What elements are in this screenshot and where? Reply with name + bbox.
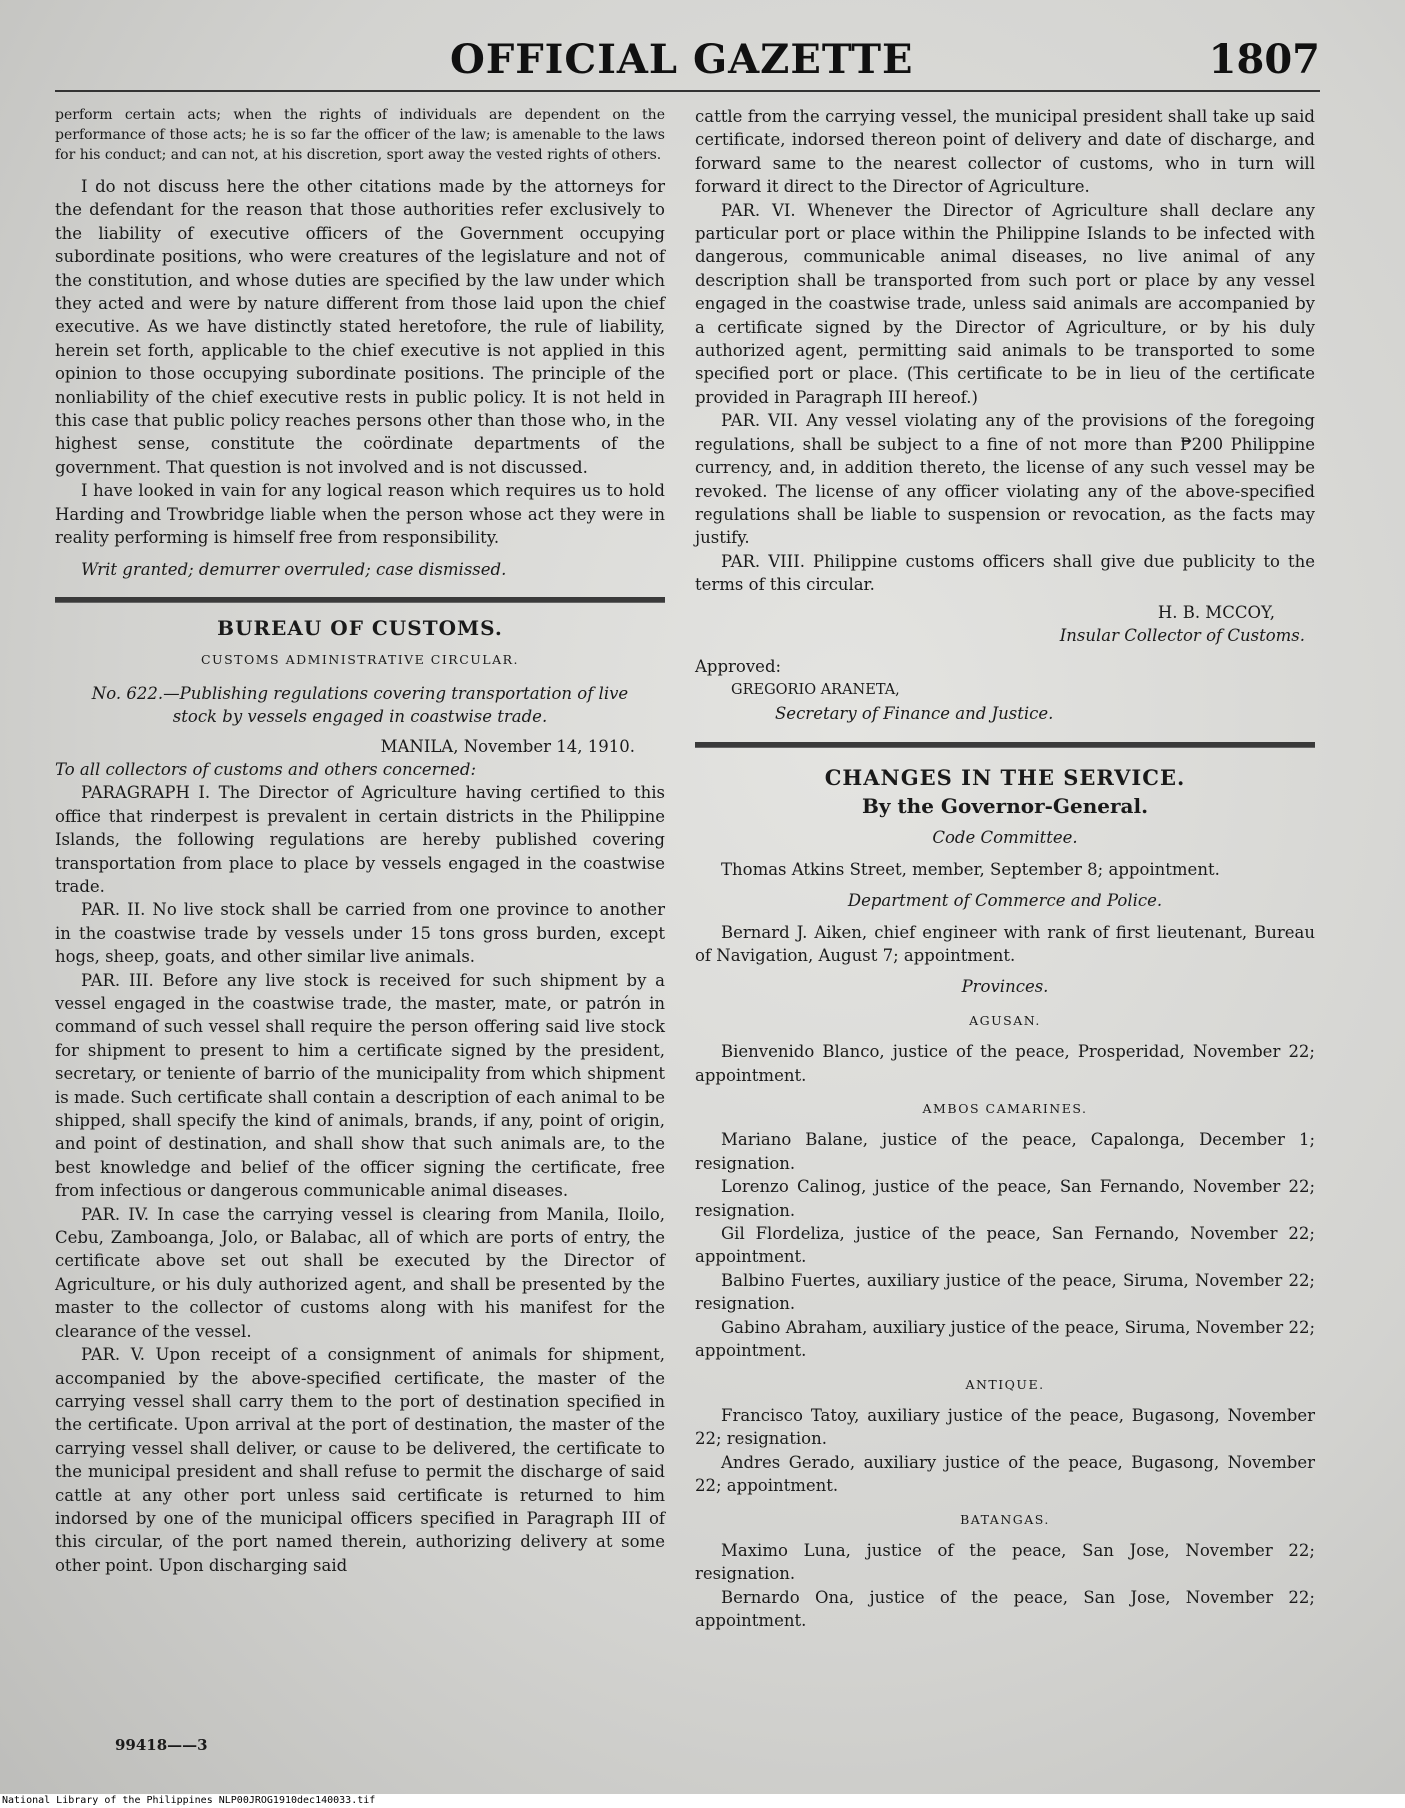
header-rule — [55, 90, 1320, 92]
print-id: 99418——3 — [115, 1736, 208, 1754]
paragraph-iii: PAR. III. Before any live stock is received for such shipment by a vessel engaged in the coastwise trade, the master, mate, or patrón in command of such vessel shall require the person offering said live stock for shipment to present to him a certificate signed by the president, secretary, or teniente of barrio of the municipality from which shipment is made. Such certificate shall contain a description of each animal to be shipped, shall specify the kind of animals, brands, if any, point of origin, and point of destination, and shall show that such animals are, to the best knowledge and belief of the officer signing the certificate, free from infectious or dangerous communicable animal diseases. — [55, 970, 665, 1201]
opinion-paragraph-1: I do not discuss here the other citations made by the attorneys for the defendant for the reason that those authorities refer exclusively to the liability of executive officers of the Government occupying subordinate positions, who were creatures of the legislature and not of the constitution, and whose duties are specified by the law under which they acted and were by nature different from those laid upon the chief executive. As we have distinctly stated heretofore, the rule of liability, herein set forth, applicable to the chief executive is not applied in this opinion to those occupying subordinate positions. The principle of the nonliability of the chief executive rests in public policy. It is not held in this case that public policy reaches persons other than those who, in the highest sense, constitute the coördinate departments of the government. That question is not involved and is not discussed. — [55, 177, 665, 477]
circular-number: No. 622.—Publishing regulations covering transportation of live stock by vessels engaged in coastwise trade. — [91, 683, 629, 727]
scan-footer: National Library of the Philippines NLP00JROG1910dec140033.tif — [0, 1794, 1405, 1808]
approver-name: GREGORIO ARANETA, — [731, 681, 900, 698]
left-column — [55, 105, 665, 1577]
entry-luna: Maximo Luna, justice of the peace, San Jose, November 22; resignation. — [695, 1540, 1315, 1584]
approved-label: Approved: — [695, 657, 782, 677]
paragraph-i: PARAGRAPH I. The Director of Agriculture having certified to this office that rinderpest is prevalent in certain districts in the Philippine Islands, the following regulations are hereby published covering transportation from place to place by vessels engaged in the coastwise trade. — [55, 783, 665, 896]
quoted-passage: perform certain acts; when the rights of individuals are dependent on the performance of those acts; he is so far the officer of the law; is amenable to the laws for his conduct; and can not, at his discretion, sport away the vested rights of others. — [55, 107, 665, 163]
paragraph-ii: PAR. II. No live stock shall be carried from one province to another in the coastwise trade by vessels under 15 tons gross burden, except hogs, sheep, goats, and other similar live animals. — [55, 900, 665, 967]
dateline: MANILA, November 14, 1910. — [380, 736, 635, 756]
section-separator-right — [695, 742, 1315, 748]
approver-title: Secretary of Finance and Justice. — [775, 704, 1054, 724]
page-header — [40, 30, 1320, 90]
signer-name: H. B. MCCOY, — [1157, 602, 1275, 622]
province-antique: ANTIQUE. — [965, 1376, 1045, 1392]
entry-abraham: Gabino Abraham, auxiliary justice of the peace, Siruma, November 22; appointment. — [695, 1317, 1315, 1361]
paragraph-vi: PAR. VI. Whenever the Director of Agriculture shall declare any particular port or place within the Philippine Islands to be infected with dangerous, communicable animal diseases, no live animal of any description shall be transported from such port or place by any vessel engaged in the coastwise trade, unless said animals are accompanied by a certificate signed by the Director of Agriculture, or by his duly authorized agent, permitting said animals to be transported to some specified port or place. (This certificate to be in lieu of the certificate provided in Paragraph III hereof.) — [695, 200, 1315, 407]
entry-atkins: Thomas Atkins Street, member, September 8; appointment. — [721, 859, 1220, 879]
dept-commerce-heading: Department of Commerce and Police. — [847, 891, 1163, 911]
entry-ona: Bernardo Ona, justice of the peace, San Jose, November 22; appointment. — [695, 1587, 1315, 1631]
province-ambos-camarines: AMBOS CAMARINES. — [922, 1101, 1088, 1117]
entry-gerado: Andres Gerado, auxiliary justice of the peace, Bugasong, November 22; appointment. — [695, 1452, 1315, 1496]
code-committee-heading: Code Committee. — [932, 828, 1078, 848]
paragraph-v: PAR. V. Upon receipt of a consignment of animals for shipment, accompanied by the above-specified certificate, the master of the carrying vessel shall carry them to the port of destination specified in the certificate. Upon arrival at the port of destination, the master of the carrying vessel shall deliver, or cause to be delivered, the certificate to the municipal president and shall refuse to permit the discharge of said cattle at any other port unless said certificate is returned to him indorsed by one of the municipal officers specified in Paragraph III of this circular, of the port named therein, authorizing delivery at some other point. Upon discharging said — [55, 1345, 665, 1575]
province-agusan: AGUSAN. — [969, 1012, 1041, 1028]
entry-aiken: Bernard J. Aiken, chief engineer with rank of first lieutenant, Bureau of Navigation, August 7; appointment. — [695, 922, 1315, 965]
entry-tatoy: Francisco Tatoy, auxiliary justice of the peace, Bugasong, November 22; resignation. — [695, 1405, 1315, 1449]
changes-title: CHANGES IN THE SERVICE. — [824, 764, 1186, 790]
paragraph-iv: PAR. IV. In case the carrying vessel is clearing from Manila, Iloilo, Cebu, Zamboanga, Jolo, or Balabac, all of which are ports of entry, the certificate above set out shall be executed by the Director of Agriculture, or his duly authorized agent, and shall be presented by the master to the collector of customs along with his manifest for the clearance of the vessel. — [55, 1204, 665, 1341]
provinces-heading: Provinces. — [961, 977, 1049, 997]
case-disposition: Writ granted; demurrer overruled; case dismissed. — [81, 559, 507, 579]
paragraph-viii: PAR. VIII. Philippine customs officers shall give due publicity to the terms of this circular. — [695, 551, 1315, 595]
entry-flordeliza: Gil Flordeliza, justice of the peace, San Fernando, November 22; appointment. — [695, 1224, 1315, 1267]
opinion-paragraph-2: I have looked in vain for any logical reason which requires us to hold Harding and Trowbridge liable when the person whose act they were in reality performing is himself free from responsibility. — [55, 481, 665, 548]
signer-title: Insular Collector of Customs. — [1059, 625, 1305, 645]
entry-blanco: Bienvenido Blanco, justice of the peace, Prosperidad, November 22; appointment. — [695, 1042, 1315, 1085]
entry-calinog: Lorenzo Calinog, justice of the peace, San Fernando, November 22; resignation. — [695, 1177, 1315, 1220]
entry-fuertes: Balbino Fuertes, auxiliary justice of the peace, Siruma, November 22; resignation. — [695, 1270, 1315, 1314]
section-separator — [55, 597, 665, 603]
entry-balane: Mariano Balane, justice of the peace, Capalonga, December 1; resignation. — [695, 1130, 1315, 1173]
right-column — [695, 105, 1315, 1633]
bureau-title: BUREAU OF CUSTOMS. — [217, 615, 503, 640]
salutation: To all collectors of customs and others concerned: — [55, 759, 477, 779]
gazette-title: OFFICIAL GAZETTE — [450, 36, 914, 83]
page-number: 1807 — [1208, 36, 1320, 83]
paragraph-v-continued: cattle from the carrying vessel, the municipal president shall take up said certificate, indorsed thereon point of delivery and date of discharge, and forward same to the nearest collector of customs, who in turn will forward it direct to the Director of Agriculture. — [695, 107, 1315, 197]
paragraph-vii: PAR. VII. Any vessel violating any of the provisions of the foregoing regulations, shall be subject to a fine of not more than ₱200 Philippine currency, and, in addition thereto, the license of any such vessel may be revoked. The license of any officer violating any of the above-specified regulations shall be liable to suspension or revocation, as the facts may justify. — [695, 411, 1315, 548]
circular-label: CUSTOMS ADMINISTRATIVE CIRCULAR. — [200, 652, 520, 668]
by-governor-general: By the Governor-General. — [861, 793, 1149, 818]
province-batangas: BATANGAS. — [960, 1511, 1050, 1527]
